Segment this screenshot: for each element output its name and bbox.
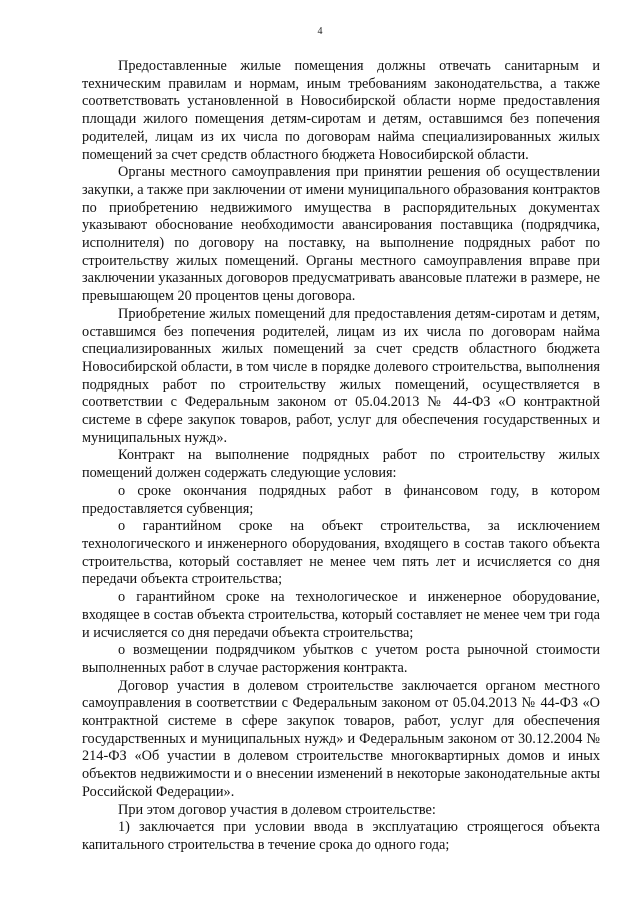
list-item: 1) заключается при условии ввода в эксплуатацию строящегося объекта капитального строительства в течение срока до одного года; xyxy=(82,819,600,853)
paragraph: Предоставленные жилые помещения должны отвечать санитарным и техническим правилам и нормам, иным требованиям законодательства, а также соответствовать установленной в Новосибирской области норме предоставления площади жилого помещения детям-сиротам и детям, оставшимся без попечения родителей, лицам из их числа по договорам найма специализированных жилых помещений за счет средств областного бюджета Новосибирской области. xyxy=(82,58,600,163)
paragraph: Договор участия в долевом строительстве заключается органом местного самоуправления в соответствии с Федеральным законом от 05.04.2013 № 44-ФЗ «О контрактной системе в сфере закупок товаров, работ, услуг для обеспечения государственных и муниципальных нужд» и Федеральным законом от 30.12.2004 № 214-ФЗ «Об участии в долевом строительстве многоквартирных домов и иных объектов недвижимости и о внесении изменений в некоторые законодательные акты Российской Федерации». xyxy=(82,677,600,800)
paragraph: При этом договор участия в долевом строительстве: xyxy=(118,801,436,818)
list-item: о гарантийном сроке на объект строительства, за исключением технологического и инженерного оборудования, входящего в состав такого объекта строительства, который составляет не менее чем пять лет и исчисляется со дня передачи объекта строительства; xyxy=(82,518,600,588)
list-item: о возмещении подрядчиком убытков с учетом роста рыночной стоимости выполненных работ в случае расторжения контракта. xyxy=(82,642,600,676)
paragraph: Органы местного самоуправления при принятии решения об осуществлении закупки, а также при заключении от имени муниципального образования контрактов по приобретению недвижимого имущества в распорядительных документах указывают обоснование необходимости авансирования поставщика (подрядчика, исполнителя) по договору на поставку, на выполнение подрядных работ по строительству жилых помещений. Органы местного самоуправления вправе при заключении указанных договоров предусматривать авансовые платежи в размере, не превышающем 20 процентов цены договора. xyxy=(82,164,600,305)
list-item: о гарантийном сроке на технологическое и инженерное оборудование, входящее в состав объекта строительства, который составляет не менее чем три года и исчисляется со дня передачи объекта строительства; xyxy=(82,589,600,641)
paragraph: Приобретение жилых помещений для предоставления детям-сиротам и детям, оставшимся без попечения родителей, лицам из их числа по договорам найма специализированных жилых помещений за счет средств областного бюджета Новосибирской области, в том числе в порядке долевого строительства, выполнения подрядных работ по строительству жилых помещений, осуществляется в соответствии с Федеральным законом от 05.04.2013 № 44-ФЗ «О контрактной системе в сфере закупок товаров, работ, услуг для обеспечения государственных и муниципальных нужд». xyxy=(82,305,600,446)
page-number: 4 xyxy=(317,26,323,37)
paragraph: Контракт на выполнение подрядных работ по строительству жилых помещений должен содержать следующие условия: xyxy=(82,447,600,482)
list-item: о сроке окончания подрядных работ в финансовом году, в котором предоставляется субвенция; xyxy=(82,482,600,517)
body-text xyxy=(82,58,600,855)
